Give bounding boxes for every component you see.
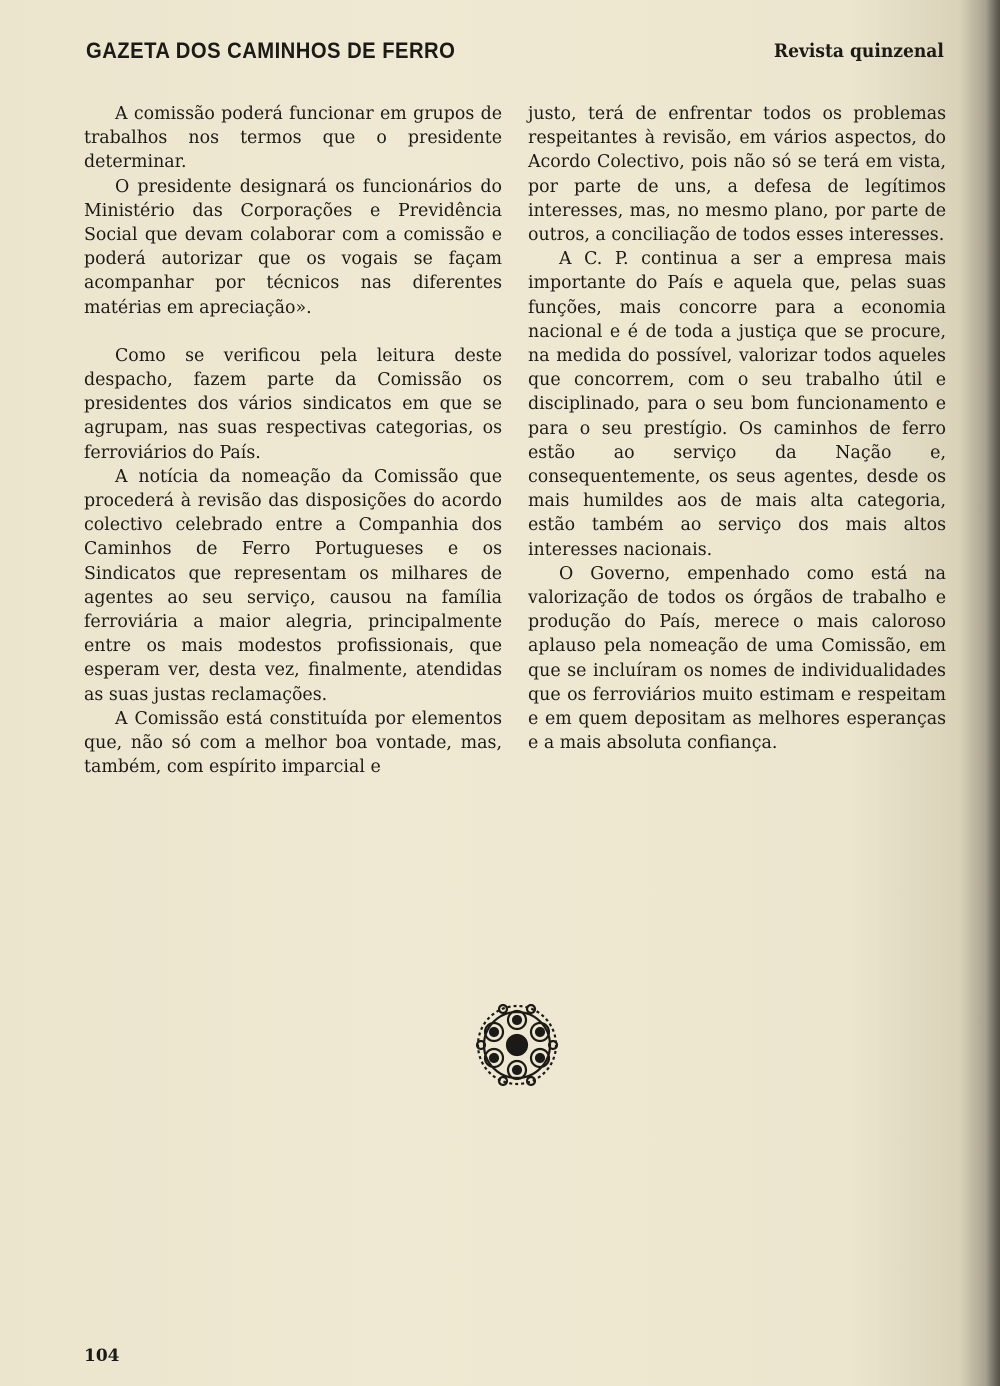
paragraph: A C. P. continua a ser a empresa mais importante do País e aquela que, pelas suas funções, mais concorre para a economia nacional e é de toda a justiça que se procure, na medida do possível, valorizar todos aqueles que concorrem, com o seu trabalho útil e disciplinado, para o seu bom funcionamento e para o seu prestígio. Os caminhos de ferro estão ao serviço da Nação e, consequentemente, os seus agentes, desde os mais humildes aos de mais alta categoria, estão também ao serviço dos mais altos interesses nacionais. bbox=[528, 249, 946, 560]
left-column bbox=[84, 102, 502, 779]
paragraph: A notícia da nomeação da Comissão que procederá à revisão das disposições do acordo colectivo celebrado entre a Companhia dos Caminhos de Ferro Portugueses e os Sindicatos que representam os milhares de agentes ao seu serviço, causou na família ferroviária a maior alegria, principalmente entre os mais modestos profissionais, que esperam ver, desta vez, finalmente, atendidas as suas justas reclamações. bbox=[84, 466, 502, 705]
paragraph: O Governo, empenhado como está na valorização de todos os órgãos de trabalho e produção do País, merece o mais caloroso aplauso pela nomeação de uma Comissão, em que se incluíram os nomes de individualidades que os ferroviários muito estimam e respeitam e em quem depositam as melhores esperanças e a mais absoluta confiança. bbox=[528, 563, 946, 754]
right-column bbox=[528, 102, 946, 755]
binding-edge-shadow bbox=[986, 0, 1000, 1386]
header-subtitle: Revista quinzenal bbox=[773, 40, 944, 62]
page-number: 104 bbox=[84, 1346, 120, 1366]
paragraph: O presidente designará os funcionários do Ministério das Corporações e Previdência Social que devam colaborar com a comissão e poderá autorizar que os vogais se façam acompanhar por técnicos nas diferentes matérias em apreciação». bbox=[84, 176, 502, 318]
paragraph: A comissão poderá funcionar em grupos de trabalhos nos termos que o presidente determinar. bbox=[84, 104, 502, 173]
paragraph: Como se verificou pela leitura deste despacho, fazem parte da Comissão os presidentes dos vários sindicatos em que se agrupam, nas suas respectivas categorias, os ferroviários do País. bbox=[84, 345, 502, 463]
paragraph: A Comissão está constituída por elementos que, não só com a melhor boa vontade, mas, também, com espírito imparcial e bbox=[84, 708, 502, 778]
rosette-ornament-icon bbox=[474, 998, 560, 1092]
paragraph: justo, terá de enfrentar todos os problemas respeitantes à revisão, em vários aspectos, do Acordo Colectivo, pois não só se terá em vista, por parte de uns, a defesa de legítimos interesses, mas, no mesmo plano, por parte de outros, a conciliação de todos esses interesses. bbox=[528, 104, 946, 246]
header-title: GAZETA DOS CAMINHOS DE FERRO bbox=[86, 38, 456, 63]
